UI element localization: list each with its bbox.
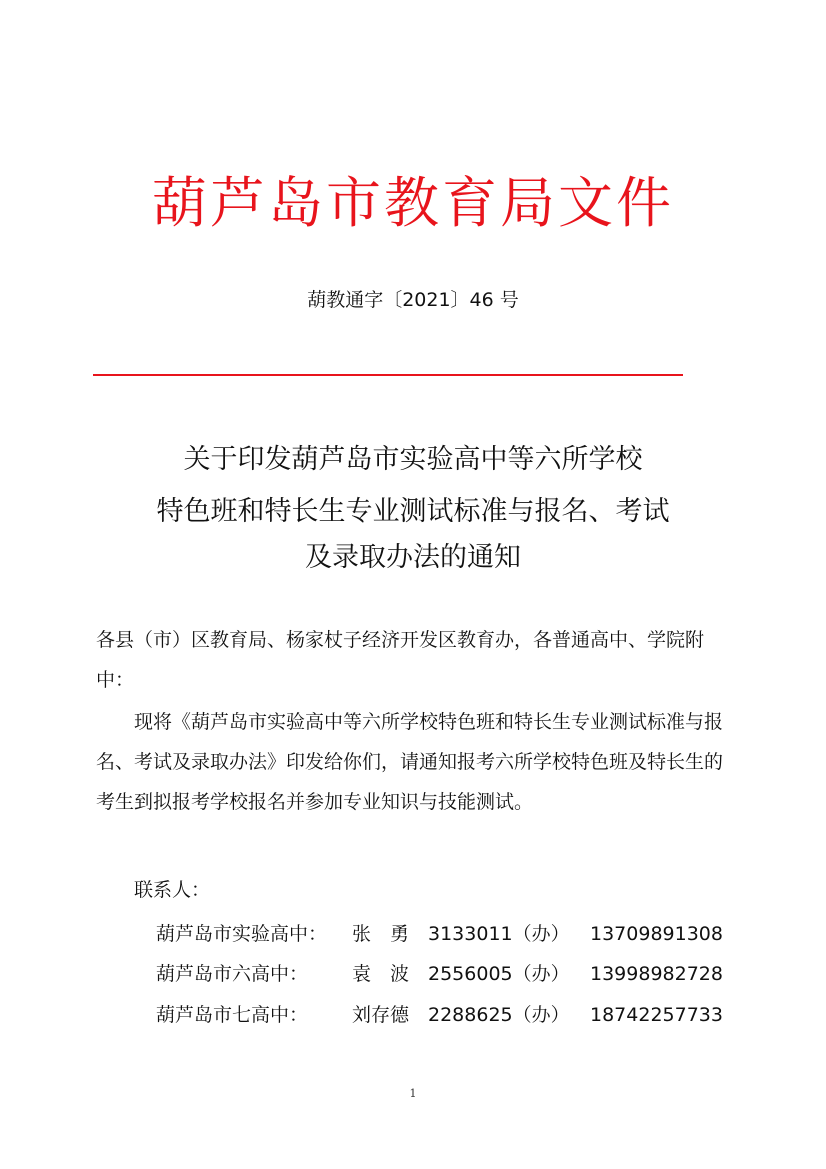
contact-mobile: 13709891308: [590, 923, 723, 945]
red-divider-line: [93, 374, 683, 376]
contact-name: 张 勇: [352, 923, 410, 945]
contact-school: 葫芦岛市七高中：: [156, 1004, 309, 1026]
contact-name: 袁 波: [352, 963, 410, 985]
contact-office-phone: 2288625（办）: [428, 1004, 570, 1026]
contact-row: [156, 995, 736, 1035]
notice-title-line-2: 特色班和特长生专业测试标准与报名、考试: [156, 496, 670, 527]
contact-school: 葫芦岛市实验高中：: [156, 923, 328, 945]
contact-school: 葫芦岛市六高中：: [156, 963, 309, 985]
contact-mobile: 18742257733: [590, 1004, 723, 1026]
contact-row: [156, 954, 736, 994]
contact-row: [156, 914, 736, 954]
contact-mobile: 13998982728: [590, 963, 723, 985]
document-number: 葫教通字〔2021〕46 号: [307, 289, 519, 311]
masthead-title: 葫芦岛市教育局文件: [151, 171, 674, 235]
contact-office-phone: 2556005（办）: [428, 963, 570, 985]
salutation: 各县（市）区教育局、杨家杖子经济开发区教育办，各普通高中、学院附中：: [96, 629, 705, 691]
notice-title-line-1: 关于印发葫芦岛市实验高中等六所学校: [183, 444, 643, 475]
body-paragraph: 现将《葫芦岛市实验高中等六所学校特色班和特长生专业测试标准与报名、考试及录取办法》印发给你们，请通知报考六所学校特色班及特长生的考生到拟报考学校报名并参加专业知识与技能测试。: [96, 711, 724, 813]
contact-name: 刘存德: [352, 1004, 410, 1026]
notice-title-line-3: 及录取办法的通知: [305, 542, 521, 573]
contact-label: 联系人：: [134, 879, 211, 901]
contact-office-phone: 3133011（办）: [428, 923, 570, 945]
page-number: 1: [409, 1087, 417, 1100]
